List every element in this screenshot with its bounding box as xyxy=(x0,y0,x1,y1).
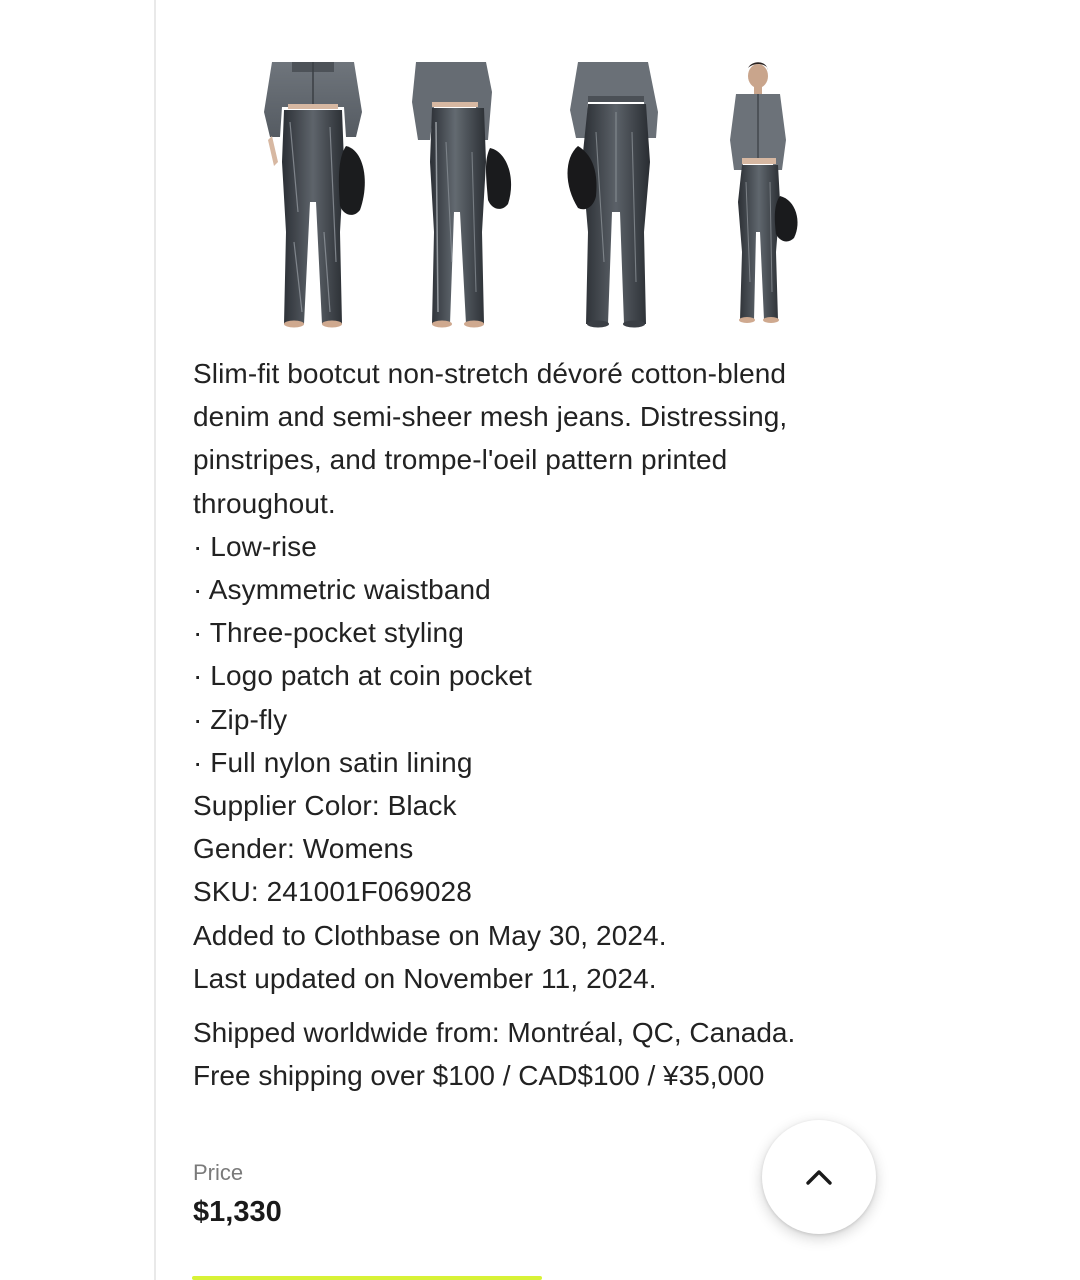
price-label: Price xyxy=(193,1160,244,1185)
feature-item: · Logo patch at coin pocket xyxy=(193,660,532,692)
shipping-info xyxy=(193,1011,873,1097)
gender: Gender: Womens xyxy=(193,833,414,865)
price-value: $1,330 xyxy=(193,1196,282,1228)
left-margin-panel xyxy=(0,0,156,1280)
feature-item: · Asymmetric waistband xyxy=(193,574,491,606)
feature-item: · Low-rise xyxy=(193,530,317,562)
accent-bar xyxy=(192,1276,542,1280)
jeans-side-view-image[interactable] xyxy=(412,62,522,328)
description-line: pinstripes, and trompe-l'oeil pattern printed xyxy=(193,444,728,476)
sku: SKU: 241001F069028 xyxy=(193,876,472,908)
added-date: Added to Clothbase on May 30, 2024. xyxy=(193,919,667,951)
jeans-full-look-image[interactable] xyxy=(718,62,808,328)
supplier-color: Supplier Color: Black xyxy=(193,790,457,822)
feature-item: · Full nylon satin lining xyxy=(193,746,473,778)
chevron-up-icon xyxy=(805,1168,833,1186)
shipping-origin: Shipped worldwide from: Montréal, QC, Canada. xyxy=(193,1017,796,1048)
updated-date: Last updated on November 11, 2024. xyxy=(193,962,657,994)
jeans-front-view-image[interactable] xyxy=(258,62,368,328)
scroll-to-top-button[interactable] xyxy=(762,1120,876,1234)
jeans-back-view-image[interactable] xyxy=(566,62,666,328)
product-description xyxy=(193,352,853,1000)
feature-item: · Zip-fly xyxy=(193,703,288,735)
description-line: denim and semi-sheer mesh jeans. Distressing, xyxy=(193,401,788,433)
description-line: Slim-fit bootcut non-stretch dévoré cotton-blend xyxy=(193,358,787,389)
free-shipping-threshold: Free shipping over $100 / CAD$100 / ¥35,000 xyxy=(193,1060,765,1092)
product-image-gallery xyxy=(248,62,818,328)
description-line: throughout. xyxy=(193,487,336,519)
feature-item: · Three-pocket styling xyxy=(193,617,464,649)
